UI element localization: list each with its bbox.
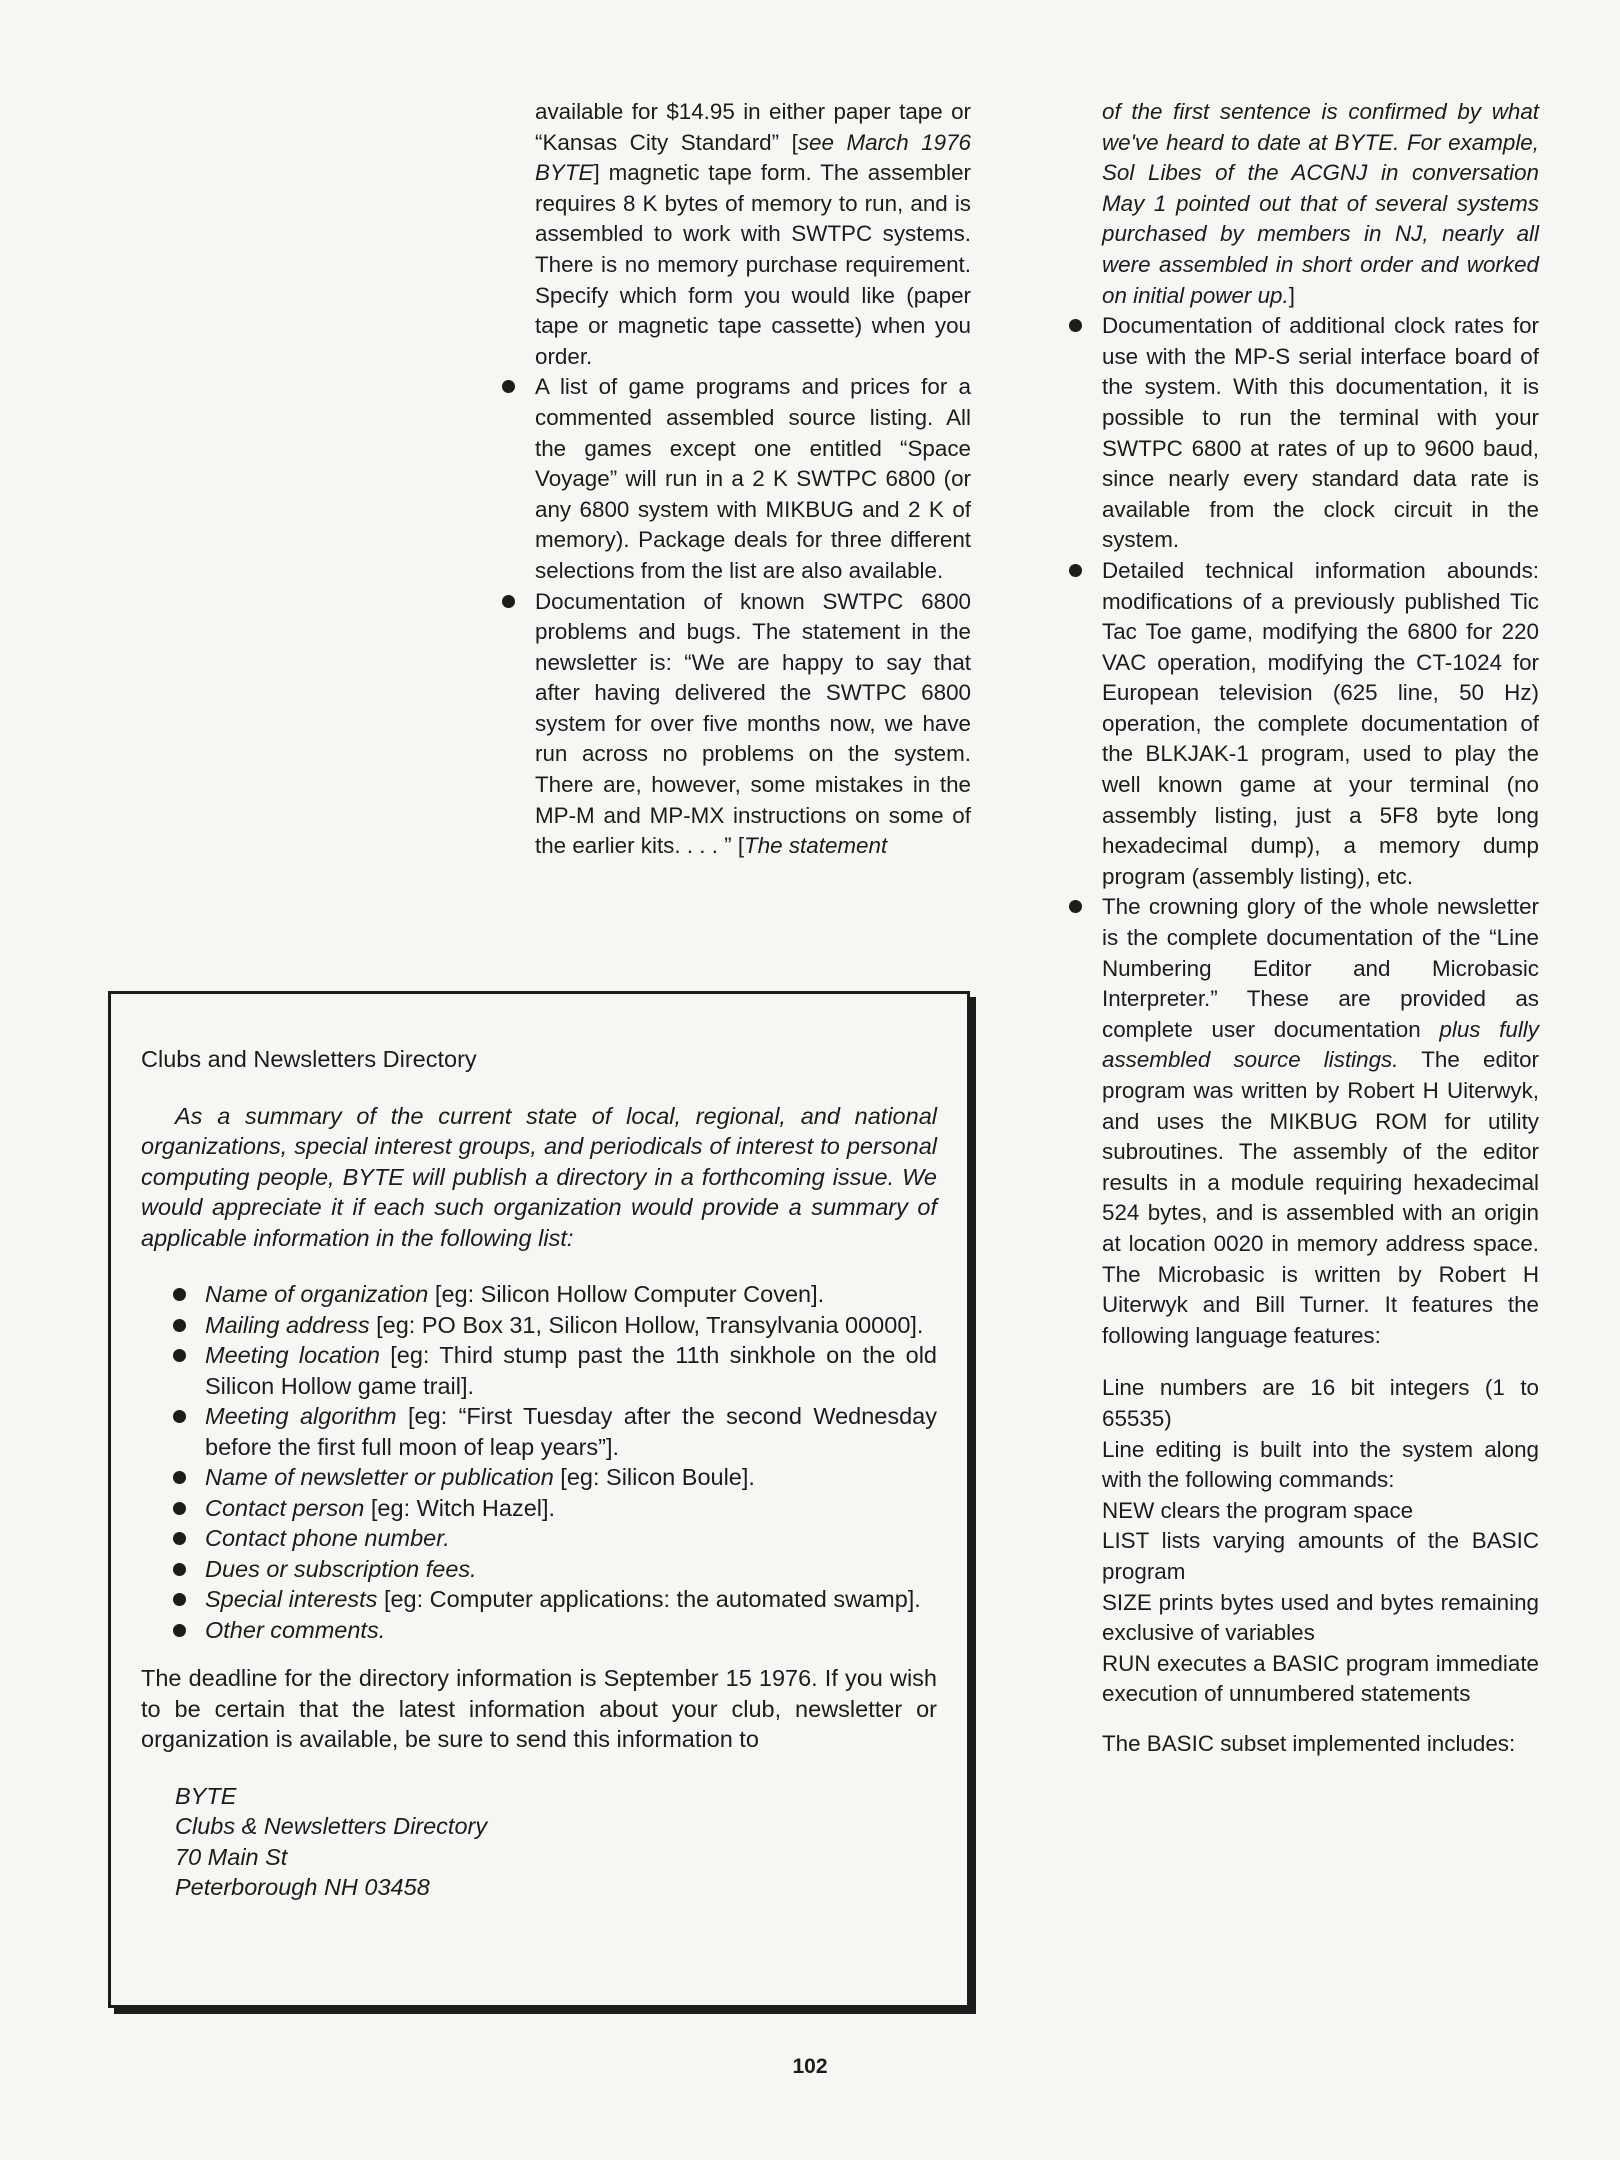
address-line: BYTE (175, 1782, 237, 1809)
text-run: available for $14.95 in either paper tape or “Kansas City Standard” [ (535, 99, 971, 155)
spacer (1102, 1710, 1539, 1729)
right-column (1102, 97, 1539, 1759)
item-label: Contact phone number. (205, 1525, 450, 1551)
item-label: Other comments. (205, 1616, 386, 1643)
bullet-icon (173, 1319, 186, 1332)
item-detail: [eg: PO Box 31, Silicon Hollow, Transylvania 00000]. (369, 1311, 924, 1338)
item-label: Name of newsletter or publication (205, 1464, 554, 1490)
list-item (205, 1554, 937, 1585)
page-number: 102 (792, 2055, 828, 2078)
left-column (535, 97, 971, 862)
mailing-address (175, 1781, 937, 1903)
item-detail: [eg: Computer applications: the automated swamp]. (377, 1586, 921, 1612)
box-deadline: The deadline for the directory information is September 15 1976. If you wish to be certain that the latest information about your club, newsletter or organization is available, be sure to send this information to (141, 1665, 937, 1752)
bullet-icon (173, 1410, 186, 1423)
address-line: 70 Main St (175, 1843, 288, 1870)
bullet-icon (173, 1624, 186, 1637)
item-label: Meeting location (205, 1342, 380, 1368)
spacer (1102, 1351, 1539, 1373)
item-detail: [eg: Silicon Boule]. (553, 1464, 755, 1490)
text-run: ] (1288, 282, 1295, 308)
bullet-icon (173, 1593, 186, 1606)
list-item (205, 1493, 937, 1524)
list-item (205, 1584, 937, 1615)
paragraph-continued (535, 97, 971, 372)
bullet-icon (173, 1563, 186, 1576)
italic-text-run: plus fully assembled source listings. (1102, 1016, 1539, 1073)
bullet-icon (173, 1349, 186, 1362)
item-label: Contact person (205, 1494, 365, 1521)
item-label: Mailing address (205, 1311, 370, 1338)
list-item (205, 1310, 937, 1341)
text-run: A list of game programs and prices for a commented assembled source listing. All the games except one entitled “Space Voyage” will run in a 2 K SWTPC 6800 (or any 6800 system with MIKBUG and 2 K of memory). Package deals for three different selections from the list are also available. (535, 374, 971, 583)
box-item-list (141, 1279, 937, 1645)
item-detail: [eg: Silicon Hollow Computer Coven]. (428, 1281, 825, 1307)
item-label: Special interests (205, 1586, 378, 1612)
list-item (205, 1279, 937, 1310)
text-run: The crowning glory of the whole newsletter is the complete documentation of the “Line Numbering Editor and Microbasic Interpreter.” These are provided as complete user documentation (1102, 894, 1539, 1042)
list-item (205, 1401, 937, 1462)
command-size: SIZE prints bytes used and bytes remaining exclusive of variables (1102, 1589, 1539, 1646)
paragraph-continued (1102, 97, 1539, 311)
italic-text-run: The statement (744, 833, 888, 859)
item-detail: [eg: Third stump past the 11th sinkhole on the old Silicon Hollow game trail]. (205, 1342, 937, 1399)
list-item (205, 1523, 937, 1554)
command-list: LIST lists varying amounts of the BASIC program (1102, 1528, 1539, 1584)
text-run: Documentation of additional clock rates for use with the MP-S serial interface board of the system. With this documentation, it is possible to run the terminal with your SWTPC 6800 at rates of up to 9600 baud, since nearly every standard data rate is available from the clock circuit in the system. (1102, 313, 1539, 553)
list-item (205, 1462, 937, 1493)
command-new: NEW clears the program space (1102, 1497, 1414, 1523)
bullet-icon (1069, 564, 1082, 577)
box-intro: As a summary of the current state of local, regional, and national organizations, special interest groups, and periodicals of interest to personal computing people, BYTE will publish a directory in a forthcoming issue. We would appreciate it if each such organization would provide a summary of applicable information in the following list: (141, 1102, 937, 1251)
text-run: Detailed technical information abounds: modifications of a previously published Tic Tac Toe game, modifying the 6800 for 220 VAC operation, modifying the CT-1024 for European television (625 line, 50 Hz) operation, the complete documentation of the BLKJAK-1 program, used to play the well known game at your terminal (no assembly listing, just a 5F8 byte long hexadecimal dump), a memory dump program (assembly listing), etc. (1102, 557, 1539, 889)
bullet-item-technical-information (1102, 556, 1539, 893)
bullet-icon (502, 380, 515, 393)
clubs-directory-box (108, 991, 970, 2008)
item-label: Name of organization (205, 1281, 429, 1307)
bullet-item-documentation-bugs (535, 587, 971, 862)
bullet-item-game-programs (535, 372, 971, 586)
box-title: Clubs and Newsletters Directory (141, 1046, 477, 1072)
address-line: Clubs & Newsletters Directory (175, 1813, 488, 1839)
item-label: Meeting algorithm (205, 1403, 397, 1429)
item-label: Dues or subscription fees. (205, 1555, 477, 1582)
bullet-icon (173, 1502, 186, 1515)
bullet-icon (1069, 319, 1082, 332)
bullet-icon (502, 595, 515, 608)
italic-text-run: see March 1976 BYTE (535, 129, 971, 186)
bullet-item-crowning-glory (1102, 892, 1539, 1351)
address-line: Peterborough NH 03458 (175, 1874, 430, 1900)
bullet-icon (1069, 900, 1082, 913)
feature-basic-subset: The BASIC subset implemented includes: (1102, 1730, 1516, 1756)
bullet-item-clock-rates (1102, 311, 1539, 556)
feature-line-editing: Line editing is built into the system along with the following commands: (1102, 1436, 1539, 1493)
item-detail: [eg: “First Tuesday after the second Wednesday before the first full moon of leap years”]. (205, 1403, 937, 1460)
feature-line-numbers: Line numbers are 16 bit integers (1 to 65535) (1102, 1375, 1539, 1431)
bullet-icon (173, 1532, 186, 1545)
italic-text-run: of the first sentence is confirmed by what we've heard to date at BYTE. For example, Sol Libes of the ACGNJ in conversation May 1 pointed out that of several systems purchased by members in NJ, nearly all were assembled in short order and worked on initial power up. (1102, 99, 1539, 308)
text-run: Documentation of known SWTPC 6800 problems and bugs. The statement in the newsletter is: “We are happy to say that after having delivered the SWTPC 6800 system for over five months now, we have run across no problems on the system. There are, however, some mistakes in the MP-M and MP-MX instructions on some of the earlier kits. . . . ” [ (535, 588, 971, 859)
list-item (205, 1615, 937, 1646)
text-run: The editor program was written by Robert H Uiterwyk, and uses the MIKBUG ROM for utility subroutines. The assembly of the editor results in a module requiring hexadecimal 524 bytes, and is assembled with an origin at location 0020 in memory address space. The Microbasic is written by Robert H Uiterwyk and Bill Turner. It features the following language features: (1102, 1047, 1539, 1348)
command-run: RUN executes a BASIC program immediate execution of unnumbered statements (1102, 1650, 1539, 1707)
list-item (205, 1340, 937, 1401)
bullet-icon (173, 1471, 186, 1484)
bullet-icon (173, 1288, 186, 1301)
text-run: ] magnetic tape form. The assembler requires 8 K bytes of memory to run, and is assembled to work with SWTPC systems. There is no memory purchase requirement. Specify which form you would like (paper tape or magnetic tape cassette) when you order. (535, 160, 971, 369)
item-detail: [eg: Witch Hazel]. (364, 1494, 556, 1521)
